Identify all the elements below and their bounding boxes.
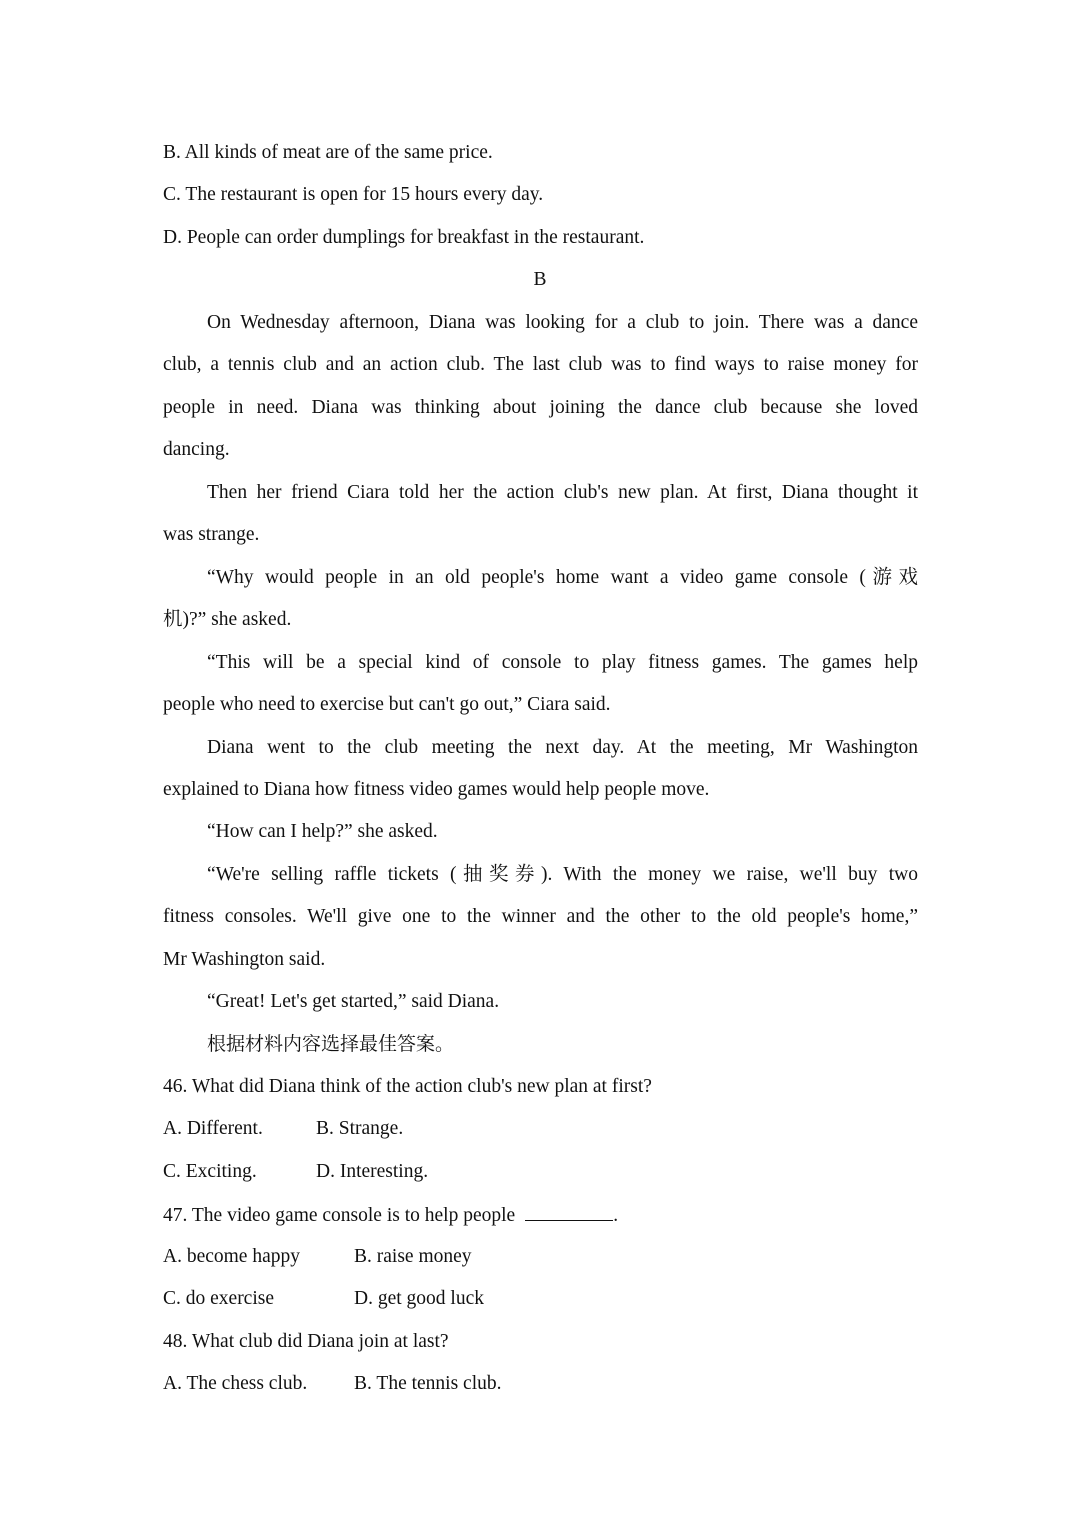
passage-line: On Wednesday afternoon, Diana was looking for a club to join. There was a dance — [207, 312, 918, 333]
passage-line: fitness consoles. We'll give one to the winner and the other to the old people's home,” — [163, 906, 918, 927]
passage-line: “Great! Let's get started,” said Diana. — [207, 991, 500, 1012]
option-48-a[interactable]: A. The chess club. — [163, 1373, 308, 1394]
prev-option-b: B. All kinds of meat are of the same price. — [163, 142, 493, 163]
question-46-stem: 46. What did Diana think of the action club's new plan at first? — [163, 1076, 652, 1097]
passage-line: people in need. Diana was thinking about joining the dance club because she loved — [163, 397, 918, 418]
option-46-a[interactable]: A. Different. — [163, 1118, 263, 1139]
question-47-row-2 — [163, 1287, 918, 1311]
passage-line: “Why would people in an old people's home want a video game console (游戏 — [207, 567, 918, 588]
passage-line: Then her friend Ciara told her the action club's new plan. At first, Diana thought it — [207, 482, 918, 503]
option-47-c[interactable]: C. do exercise — [163, 1288, 275, 1309]
question-47-row-1 — [163, 1245, 918, 1269]
passage-line: dancing. — [163, 439, 230, 460]
passage-line: 机)?” she asked. — [163, 609, 292, 630]
option-46-b[interactable]: B. Strange. — [316, 1118, 404, 1139]
option-47-d[interactable]: D. get good luck — [354, 1288, 484, 1309]
passage-line: people who need to exercise but can't go out,” Ciara said. — [163, 694, 611, 715]
passage-line: Mr Washington said. — [163, 949, 326, 970]
passage-line: club, a tennis club and an action club. The last club was to find ways to raise money for — [163, 354, 918, 375]
passage-line: explained to Diana how fitness video games would help people move. — [163, 779, 710, 800]
instruction: 根据材料内容选择最佳答案。 — [207, 1033, 455, 1055]
prev-option-d: D. People can order dumplings for breakfast in the restaurant. — [163, 227, 645, 248]
prev-option-c: C. The restaurant is open for 15 hours every day. — [163, 184, 544, 205]
option-47-a[interactable]: A. become happy — [163, 1246, 300, 1267]
option-47-b[interactable]: B. raise money — [354, 1246, 472, 1267]
question-47-text: 47. The video game console is to help people — [163, 1205, 516, 1226]
passage-line: “This will be a special kind of console to play fitness games. The games help — [207, 652, 918, 673]
option-48-b[interactable]: B. The tennis club. — [354, 1373, 502, 1394]
passage-line: Diana went to the club meeting the next day. At the meeting, Mr Washington — [207, 737, 918, 758]
passage-line: “How can I help?” she asked. — [207, 821, 438, 842]
question-48-row-1 — [163, 1372, 918, 1396]
option-46-c[interactable]: C. Exciting. — [163, 1161, 257, 1182]
answer-blank — [525, 1202, 613, 1221]
question-46-row-1 — [163, 1117, 918, 1141]
section-label: B — [533, 269, 547, 290]
question-47-period: . — [613, 1205, 619, 1226]
question-46-row-2 — [163, 1160, 918, 1184]
passage-line: “We're selling raffle tickets (抽奖券). With the money we raise, we'll buy two — [207, 864, 918, 885]
passage-line: was strange. — [163, 524, 260, 545]
question-48-stem: 48. What club did Diana join at last? — [163, 1331, 449, 1352]
option-46-d[interactable]: D. Interesting. — [316, 1161, 429, 1182]
question-47-stem — [163, 1202, 918, 1228]
